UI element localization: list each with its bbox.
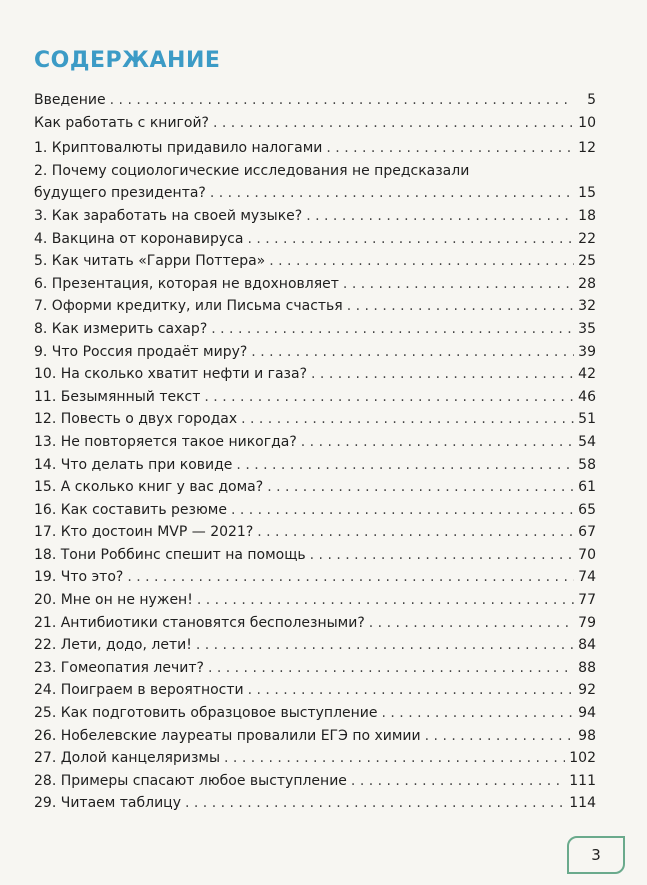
toc-entry-title: 26. Нобелевские лауреаты провалили ЕГЭ по химии — [34, 727, 421, 744]
toc-entry-page: 65 — [578, 501, 596, 518]
toc-entry-page: 79 — [578, 614, 596, 631]
toc-entry-2 — [34, 160, 596, 205]
table-of-contents — [34, 89, 596, 815]
toc-entry-page: 5 — [587, 92, 596, 108]
dot-leader — [267, 476, 574, 499]
toc-entry-page: 98 — [578, 727, 596, 744]
toc-entry-20 — [34, 589, 596, 612]
toc-entry-page: 84 — [578, 637, 596, 654]
dot-leader — [185, 792, 565, 815]
toc-entry-title: 27. Долой канцеляризмы — [34, 750, 221, 767]
toc-entry-title: Как работать с книгой? — [34, 114, 209, 131]
dot-leader — [425, 725, 574, 748]
toc-entry-26 — [34, 725, 596, 748]
toc-entry-14 — [34, 454, 596, 477]
dot-leader — [301, 431, 574, 454]
toc-entry-6 — [34, 273, 596, 296]
toc-entry-8 — [34, 318, 596, 341]
toc-entry-title-line2: будущего президента? — [34, 185, 206, 202]
dot-leader — [310, 544, 574, 567]
dot-leader — [231, 499, 574, 522]
toc-entry-title: 17. Кто достоин MVP — 2021? — [34, 524, 254, 541]
toc-entry-title: 14. Что делать при ковиде — [34, 456, 233, 473]
toc-entry-title: 29. Читаем таблицу — [34, 795, 181, 812]
toc-entry-title: Введение — [34, 92, 106, 108]
toc-entry-page: 92 — [578, 682, 596, 699]
toc-entry-page: 94 — [578, 705, 596, 722]
toc-entry-4 — [34, 228, 596, 251]
toc-entry-page: 46 — [578, 388, 596, 405]
toc-entry-page: 58 — [578, 456, 596, 473]
dot-leader — [197, 589, 574, 612]
dot-leader — [326, 137, 574, 160]
toc-entry-page: 15 — [578, 185, 596, 202]
toc-entry-title: 13. Не повторяется такое никогда? — [34, 433, 297, 450]
toc-entry-page: 25 — [578, 253, 596, 270]
toc-entry-title: 3. Как заработать на своей музыке? — [34, 207, 303, 224]
toc-entry-23 — [34, 657, 596, 680]
toc-entry-18 — [34, 544, 596, 567]
dot-leader — [210, 182, 574, 205]
toc-entry-page: 32 — [578, 298, 596, 315]
toc-entry-title: 11. Безымянный текст — [34, 388, 201, 405]
toc-entry-title: 2. Почему социологические исследования не предсказали — [34, 162, 470, 179]
page-number-value: 3 — [591, 846, 601, 864]
toc-entry-intro — [34, 89, 596, 112]
toc-entry-7 — [34, 295, 596, 318]
dot-leader — [211, 318, 574, 341]
toc-entry-page: 77 — [578, 592, 596, 609]
dot-leader — [311, 363, 574, 386]
dot-leader — [241, 408, 574, 431]
toc-entry-title: 21. Антибиотики становятся бесполезными? — [34, 614, 365, 631]
toc-entry-24 — [34, 679, 596, 702]
toc-entry-page: 111 — [569, 772, 596, 789]
toc-entry-title: 1. Криптовалюты придавило налогами — [34, 140, 323, 157]
dot-leader — [269, 250, 574, 273]
toc-entry-title: 18. Тони Роббинс спешит на помощь — [34, 546, 306, 563]
toc-entry-title: 25. Как подготовить образцовое выступление — [34, 705, 378, 722]
toc-entry-28 — [34, 770, 596, 793]
toc-entry-22 — [34, 634, 596, 657]
toc-entry-title: 5. Как читать «Гарри Поттера» — [34, 253, 266, 270]
toc-entry-13 — [34, 431, 596, 454]
toc-entry-page: 74 — [578, 569, 596, 586]
toc-entry-page: 22 — [578, 230, 596, 247]
toc-entry-page: 114 — [569, 795, 596, 812]
toc-entry-11 — [34, 386, 596, 409]
toc-entry-page: 42 — [578, 366, 596, 383]
dot-leader — [247, 228, 574, 251]
toc-entry-title: 7. Оформи кредитку, или Письма счастья — [34, 298, 343, 315]
dot-leader — [110, 89, 574, 112]
toc-entry-page: 70 — [578, 546, 596, 563]
dot-leader — [236, 454, 574, 477]
dot-leader — [382, 702, 575, 725]
toc-entry-title: 9. Что Россия продаёт миру? — [34, 343, 248, 360]
dot-leader — [213, 112, 574, 135]
toc-entry-title: 22. Лети, додо, лети! — [34, 637, 192, 654]
toc-entry-25 — [34, 702, 596, 725]
toc-entry-1 — [34, 137, 596, 160]
toc-entry-9 — [34, 341, 596, 364]
dot-leader — [343, 273, 574, 296]
toc-entry-page: 88 — [578, 659, 596, 676]
page-number — [567, 836, 625, 874]
toc-entry-title: 10. На сколько хватит нефти и газа? — [34, 366, 308, 383]
toc-entry-19 — [34, 566, 596, 589]
toc-entry-page: 18 — [578, 207, 596, 224]
toc-entry-page: 28 — [578, 275, 596, 292]
dot-leader — [347, 295, 574, 318]
toc-entry-12 — [34, 408, 596, 431]
dot-leader — [127, 566, 574, 589]
toc-entry-page: 39 — [578, 343, 596, 360]
dot-leader — [351, 770, 565, 793]
toc-entry-title: 15. А сколько книг у вас дома? — [34, 479, 264, 496]
toc-entry-title: 6. Презентация, которая не вдохновляет — [34, 275, 339, 292]
toc-entry-page: 102 — [569, 750, 596, 767]
toc-entry-title: 19. Что это? — [34, 569, 124, 586]
toc-entry-page: 61 — [578, 479, 596, 496]
toc-entry-15 — [34, 476, 596, 499]
dot-leader — [208, 657, 574, 680]
toc-entry-29 — [34, 792, 596, 815]
toc-entry-how-to-use — [34, 112, 596, 135]
dot-leader — [369, 612, 574, 635]
toc-entry-continuation — [34, 182, 596, 205]
toc-entry-21 — [34, 612, 596, 635]
toc-entry-page: 12 — [578, 140, 596, 157]
dot-leader — [251, 341, 574, 364]
toc-entry-title: 24. Поиграем в вероятности — [34, 682, 244, 699]
toc-entry-10 — [34, 363, 596, 386]
dot-leader — [196, 634, 574, 657]
dot-leader — [224, 747, 565, 770]
toc-entry-title: 23. Гомеопатия лечит? — [34, 659, 204, 676]
toc-entry-page: 67 — [578, 524, 596, 541]
toc-entry-title: 20. Мне он не нужен! — [34, 592, 193, 609]
toc-entry-27 — [34, 747, 596, 770]
toc-entry-page: 54 — [578, 433, 596, 450]
toc-entry-page: 51 — [578, 411, 596, 428]
toc-entry-17 — [34, 521, 596, 544]
dot-leader — [204, 386, 574, 409]
toc-entry-page: 10 — [578, 114, 596, 131]
dot-leader — [306, 205, 574, 228]
toc-entry-title: 16. Как составить резюме — [34, 501, 227, 518]
contents-title: СОДЕРЖАНИЕ — [34, 48, 221, 73]
dot-leader — [248, 679, 574, 702]
toc-entry-title: 28. Примеры спасают любое выступление — [34, 772, 347, 789]
toc-entry-title: 4. Вакцина от коронавируса — [34, 230, 244, 247]
toc-entry-page: 35 — [578, 320, 596, 337]
dot-leader — [257, 521, 574, 544]
toc-entry-16 — [34, 499, 596, 522]
toc-entry-5 — [34, 250, 596, 273]
toc-entry-title: 8. Как измерить сахар? — [34, 320, 208, 337]
toc-entry-title: 12. Повесть о двух городах — [34, 411, 238, 428]
toc-entry-3 — [34, 205, 596, 228]
